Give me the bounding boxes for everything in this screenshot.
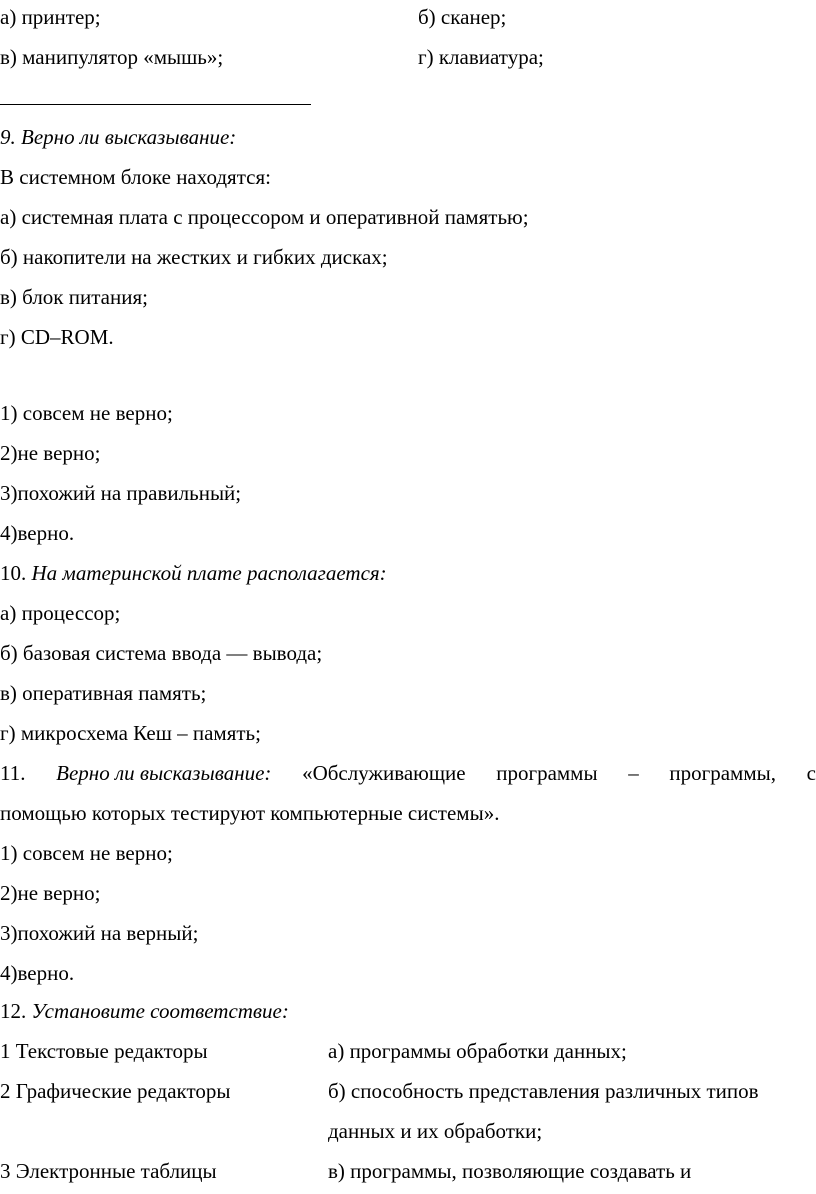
- q11-quote-word: «Обслуживающие: [302, 761, 466, 785]
- q9-answer-4: 4)верно.: [0, 521, 75, 545]
- q10-item-g: г) микросхема Кеш – память;: [0, 721, 261, 745]
- q8-option-v: в) манипулятор «мышь»;: [0, 45, 224, 69]
- q11-quote-word: с: [806, 761, 816, 785]
- q11-quote-word: программы,: [669, 761, 776, 785]
- q9-item-v: в) блок питания;: [0, 285, 148, 309]
- q9-statement: В системном блоке находятся:: [0, 165, 271, 189]
- q9-answer-3: 3)похожий на правильный;: [0, 481, 242, 505]
- q10-item-b: б) базовая система ввода — вывода;: [0, 641, 323, 665]
- q11-heading: [0, 760, 816, 786]
- q12-right-a: а) программы обработки данных;: [328, 1039, 627, 1063]
- q9-item-b: б) накопители на жестких и гибких дисках;: [0, 245, 388, 269]
- q11-answer-4: 4)верно.: [0, 961, 75, 985]
- q9-prompt: Верно ли высказывание:: [21, 125, 237, 149]
- q9-item-g: г) CD–ROM.: [0, 325, 114, 349]
- q12-right-v: в) программы, позволяющие создавать и: [328, 1159, 692, 1183]
- q10-number: 10.: [0, 561, 27, 585]
- q9-item-a: а) системная плата с процессором и оперативной памятью;: [0, 205, 529, 229]
- q12-number: 12.: [0, 999, 27, 1023]
- q10-heading: [0, 560, 387, 586]
- q12-right-b: б) способность представления различных типов: [328, 1079, 759, 1103]
- q10-prompt: На материнской плате располагается:: [31, 561, 387, 585]
- q11-answer-2: 2)не верно;: [0, 881, 101, 905]
- q12-heading: [0, 998, 289, 1024]
- q11-answer-1: 1) совсем не верно;: [0, 841, 173, 865]
- q8-option-a: а) принтер;: [0, 5, 101, 29]
- q11-number: 11.: [0, 761, 26, 785]
- q12-left-2: 2 Графические редакторы: [0, 1079, 231, 1103]
- q8-option-b: б) сканер;: [418, 5, 507, 29]
- q9-heading: [0, 124, 236, 150]
- q10-item-v: в) оперативная память;: [0, 681, 207, 705]
- q12-right-b-cont: данных и их обработки;: [328, 1119, 543, 1143]
- q9-answer-2: 2)не верно;: [0, 441, 101, 465]
- q11-quote-line2: помощью которых тестируют компьютерные системы».: [0, 801, 500, 825]
- q11-prompt: Верно ли высказывание:: [56, 761, 272, 785]
- q9-number: 9.: [0, 125, 16, 149]
- answer-underline: [0, 104, 311, 105]
- q8-option-g: г) клавиатура;: [418, 45, 544, 69]
- q12-prompt: Установите соответствие:: [31, 999, 289, 1023]
- q11-quote-word: –: [628, 761, 639, 785]
- q12-left-1: 1 Текстовые редакторы: [0, 1039, 208, 1063]
- q9-answer-1: 1) совсем не верно;: [0, 401, 173, 425]
- q11-answer-3: 3)похожий на верный;: [0, 921, 199, 945]
- q11-quote-word: программы: [496, 761, 598, 785]
- q12-left-3: 3 Электронные таблицы: [0, 1159, 217, 1183]
- q10-item-a: а) процессор;: [0, 601, 121, 625]
